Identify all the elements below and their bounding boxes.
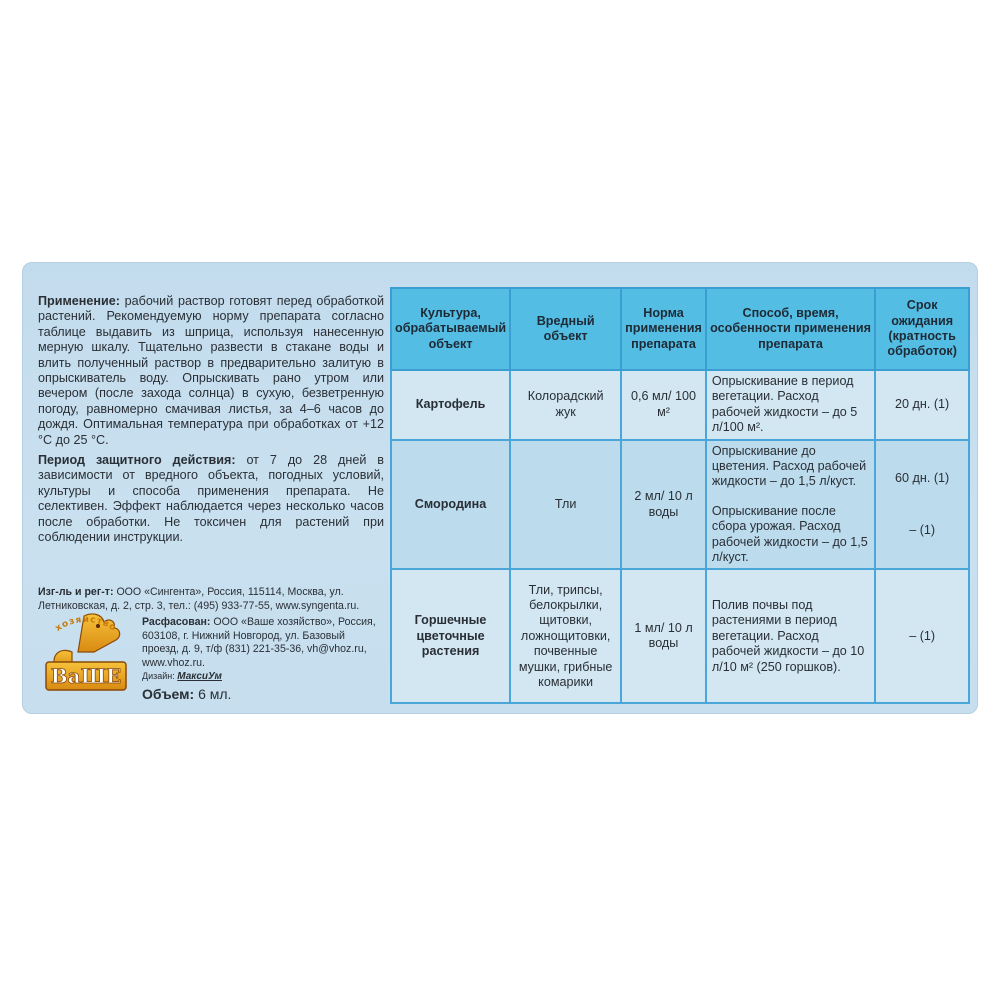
row-method-before-flowering: Опрыскивание до цветения. Расход рабочей жидкости – до 1,5 л/куст. (711, 443, 867, 489)
header-culture: Культура, обрабатываемый объект (391, 288, 510, 370)
application-label: Применение: (38, 294, 120, 308)
manufacturer-text: ООО «Сингента», Россия, 115114, Москва, ул. Летниковская, д. 2, стр. 3, тел.: (495) 933-77-55, www.syngenta.ru. (38, 586, 360, 612)
manufacturer-label: Изг-ль и рег-т: (38, 586, 114, 598)
designer-credit (142, 671, 222, 682)
packer-paragraph (142, 616, 384, 670)
packer-label: Расфасован: (142, 616, 211, 628)
protection-text: от 7 до 28 дней в зависимости от вредного объекта, погодных условий, культуры и способа применения препарата. Не селективен. Эффект наблюдается через несколько часов после обработки. Не токсичен для растений при соблюдении инструкции. (38, 453, 384, 545)
application-rates-table (390, 287, 970, 704)
row-rate: 1 мл/ 10 л воды (621, 569, 706, 703)
row-culture: Горшечные цветочные растения (391, 569, 510, 703)
row-wait (875, 440, 969, 570)
row-pest: Тли (510, 440, 621, 570)
row-wait-first: 60 дн. (1) (895, 471, 950, 486)
logo-brand-text: ВаШЕ (50, 664, 122, 688)
header-rate: Норма применения препарата (621, 288, 706, 370)
table-header-row (391, 288, 969, 370)
row-method: Опрыскивание в период вегетации. Расход рабочей жидкости – до 5 л/100 м². (706, 370, 875, 440)
designer-label: Дизайн: (142, 671, 175, 681)
volume-label: Объем: (142, 686, 195, 702)
header-pest: Вредный объект (510, 288, 621, 370)
logo-arc-text: хозяйство (53, 614, 119, 634)
application-text: рабочий раствор готовят перед обработкой растений. Рекомендуемую норму препарата согласно таблице выдавить из шприца, используя нанесенную мерную шкалу. Тщательно развести в стакане воды и влить полученный раствор в предварительно залитую в опрыскиватель воду. Опрыскивать рано утром или вечером (после захода солнца) в сухую, безветренную погоду, равномерно смачивая листья, за 4–6 часов до дождя. Оптимальная температура при обработках от +12 °С до 25 °С. (38, 294, 385, 447)
row-wait: – (1) (875, 569, 969, 703)
volume-line (142, 686, 231, 702)
application-paragraph (38, 294, 384, 448)
header-wait: Срок ожидания (кратность обработок) (875, 288, 969, 370)
table-row (391, 440, 969, 570)
vashe-hozyaystvo-logo (32, 606, 140, 698)
instructions-text (38, 294, 384, 551)
row-pest: Тли, трипсы, белокрылки, щитовки, ложнощитовки, почвенные мушки, грибные комарики (510, 569, 621, 703)
row-rate: 2 мл/ 10 л воды (621, 440, 706, 570)
table-row (391, 370, 969, 440)
row-method (706, 440, 875, 570)
designer-name: МаксиУм (177, 671, 222, 682)
protection-label: Период защитного действия: (38, 453, 236, 468)
row-culture: Смородина (391, 440, 510, 570)
row-method: Полив почвы под растениями в период вегетации. Расход рабочей жидкости – до 10 л/10 м² (250 горшков). (706, 569, 875, 703)
protection-paragraph (38, 453, 384, 545)
row-wait: 20 дн. (1) (875, 370, 969, 440)
table-row (391, 569, 969, 703)
row-culture: Картофель (391, 370, 510, 440)
packer-text: ООО «Ваше хозяйство», Россия, 603108, г. Нижний Новгород, ул. Базовый проезд, д. 9, т/ф (831) 221-35-36, vh@vhoz.ru, www.vhoz.ru. (142, 616, 376, 669)
row-rate: 0,6 мл/ 100 м² (621, 370, 706, 440)
row-method-after-harvest: Опрыскивание после сбора урожая. Расход рабочей жидкости – до 1,5 л/куст. (711, 503, 868, 565)
row-pest: Колорадский жук (510, 370, 621, 440)
row-wait-second: – (1) (909, 522, 936, 537)
header-method: Способ, время, особенности применения препарата (706, 288, 875, 370)
volume-value: 6 мл. (198, 686, 232, 702)
